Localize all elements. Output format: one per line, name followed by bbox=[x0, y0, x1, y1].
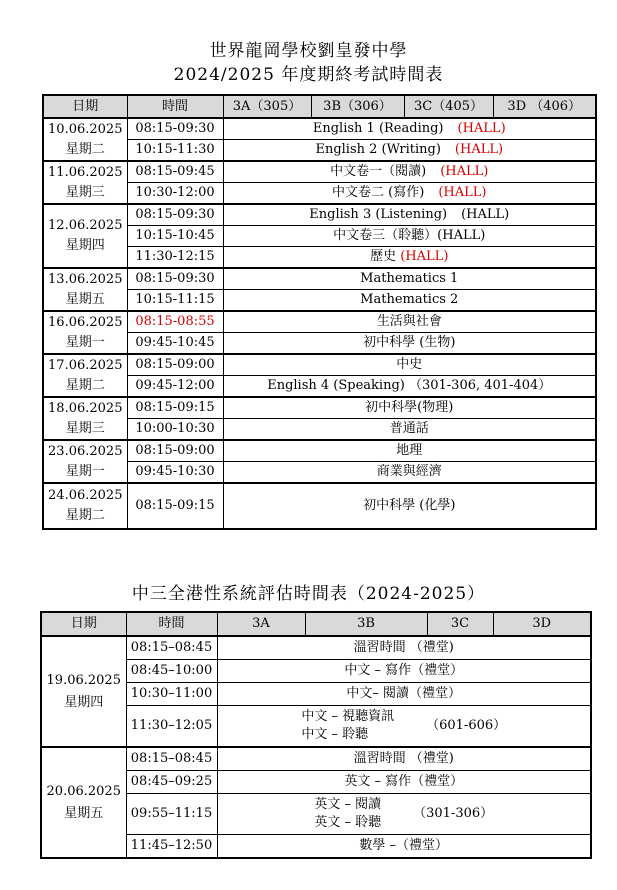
time-cell: 08:15-09:30 bbox=[127, 204, 223, 226]
time-cell: 08:15-09:30 bbox=[127, 118, 223, 140]
date-cell bbox=[43, 204, 127, 268]
subject-line: 英文 – 閱讀 bbox=[314, 797, 382, 812]
subject-cell: 英文 – 寫作（禮堂） bbox=[217, 771, 591, 794]
header-3c: 3C（405） bbox=[404, 95, 493, 118]
subject-cell: 溫習時間 （禮堂) bbox=[217, 636, 591, 660]
hall-label: (HALL) bbox=[440, 164, 489, 179]
table-row bbox=[43, 397, 596, 419]
subject-cell bbox=[223, 247, 596, 269]
exam-weekday: 星期二 bbox=[65, 141, 105, 157]
subject-cell bbox=[223, 118, 596, 140]
subject-cell: 初中科學 (生物) bbox=[223, 333, 596, 355]
subject-cell: 普通話 bbox=[223, 419, 596, 441]
hall-label: (HALL) bbox=[454, 142, 504, 157]
subject-cell: 中文 – 寫作（禮堂） bbox=[217, 660, 591, 683]
time-cell: 10:15-11:15 bbox=[127, 290, 223, 312]
time-cell: 08:15-08:55 bbox=[127, 311, 223, 333]
time-cell: 10:00-10:30 bbox=[127, 419, 223, 441]
table-row bbox=[43, 204, 596, 226]
table-row bbox=[43, 118, 596, 140]
exam-date: 13.06.2025 bbox=[48, 271, 123, 287]
final-exam-timetable bbox=[42, 94, 597, 530]
exam-date: 24.06.2025 bbox=[48, 488, 123, 503]
exam-date: 23.06.2025 bbox=[48, 443, 123, 459]
exam-date: 10.06.2025 bbox=[48, 121, 123, 137]
time-cell: 08:15-09:15 bbox=[127, 483, 223, 529]
time-cell: 09:45-12:00 bbox=[127, 376, 223, 398]
time-cell: 09:55–11:15 bbox=[126, 794, 217, 835]
table-row bbox=[43, 268, 596, 290]
date-cell bbox=[43, 161, 127, 204]
date-cell bbox=[43, 118, 127, 161]
subject-line: 中文 – 聆聽 bbox=[301, 727, 369, 742]
table-row bbox=[43, 161, 596, 183]
exam-weekday: 星期四 bbox=[64, 694, 104, 710]
date-cell bbox=[43, 354, 127, 397]
subject-name: English 1 (Reading) bbox=[312, 121, 444, 136]
time-cell: 08:15–08:45 bbox=[126, 636, 217, 660]
subject-cell: Mathematics 1 bbox=[223, 268, 596, 290]
subject-cell bbox=[223, 161, 596, 183]
exam-weekday: 星期五 bbox=[64, 805, 104, 821]
table-row bbox=[41, 747, 591, 771]
subject-name: 中文卷二 (寫作) bbox=[332, 185, 425, 200]
time-cell: 08:15-09:15 bbox=[127, 397, 223, 419]
header-3b: 3B bbox=[305, 612, 427, 636]
time-cell: 10:15-11:30 bbox=[127, 140, 223, 162]
hall-label: (HALL) bbox=[461, 207, 510, 222]
hall-label: (HALL) bbox=[438, 185, 487, 200]
subject-cell bbox=[217, 706, 591, 748]
table-row bbox=[43, 440, 596, 462]
date-cell bbox=[43, 311, 127, 354]
subject-cell: 生活與社會 bbox=[223, 311, 596, 333]
school-name: 世界龍岡學校劉皇發中學 bbox=[209, 41, 408, 61]
header-3d: 3D （406） bbox=[493, 95, 596, 118]
header-time: 時間 bbox=[127, 95, 223, 118]
exam-weekday: 星期一 bbox=[65, 463, 105, 479]
date-cell bbox=[43, 440, 127, 483]
subject-cell: 中文卷三（聆聽）(HALL) bbox=[223, 226, 596, 247]
time-cell: 09:45-10:30 bbox=[127, 462, 223, 484]
time-cell: 09:45-10:45 bbox=[127, 333, 223, 355]
date-cell bbox=[41, 636, 126, 747]
time-cell: 08:15–08:45 bbox=[126, 747, 217, 771]
subject-line: 中文 – 視聽資訊 bbox=[301, 709, 395, 724]
time-cell: 08:15-09:00 bbox=[127, 440, 223, 462]
exam-timetable-title: 2024/2025 年度期終考試時間表 bbox=[173, 65, 444, 85]
subject-cell bbox=[223, 204, 596, 226]
exam-weekday: 星期二 bbox=[65, 508, 105, 523]
time-cell: 11:30-12:15 bbox=[127, 247, 223, 269]
exam-weekday: 星期五 bbox=[65, 291, 105, 307]
date-cell bbox=[43, 397, 127, 440]
room-label: （301-306） bbox=[413, 806, 494, 821]
header-3a: 3A bbox=[217, 612, 305, 636]
time-cell: 11:30–12:05 bbox=[126, 706, 217, 748]
date-cell bbox=[43, 483, 127, 529]
subject-name: English 3 (Listening) bbox=[309, 207, 448, 222]
exam-weekday: 星期四 bbox=[65, 238, 105, 253]
time-cell: 08:15-09:00 bbox=[127, 354, 223, 376]
header-3a: 3A（305） bbox=[223, 95, 311, 118]
time-cell: 08:15-09:45 bbox=[127, 161, 223, 183]
subject-name: 歷史 bbox=[370, 249, 397, 264]
exam-date: 18.06.2025 bbox=[48, 400, 123, 416]
subject-lines bbox=[301, 708, 394, 744]
subject-lines bbox=[314, 796, 381, 832]
subject-name: 中文卷一（閱讀) bbox=[330, 164, 427, 179]
exam-weekday: 星期二 bbox=[65, 377, 105, 393]
subject-cell: Mathematics 2 bbox=[223, 290, 596, 312]
header-3b: 3B（306） bbox=[311, 95, 404, 118]
subject-cell bbox=[217, 794, 591, 835]
exam-date: 11.06.2025 bbox=[48, 164, 123, 180]
time-cell: 11:45–12:50 bbox=[126, 835, 217, 859]
exam-weekday: 星期一 bbox=[65, 334, 105, 350]
table-row bbox=[43, 354, 596, 376]
table-header-row bbox=[41, 612, 591, 636]
subject-cell: 地理 bbox=[223, 440, 596, 462]
subject-name: English 2 (Writing) bbox=[315, 142, 441, 157]
subject-line: 英文 – 聆聽 bbox=[314, 815, 382, 830]
subject-cell bbox=[223, 140, 596, 162]
subject-cell bbox=[223, 183, 596, 205]
exam-date: 19.06.2025 bbox=[46, 672, 121, 688]
header-3c: 3C bbox=[427, 612, 493, 636]
tsa-timetable-title: 中三全港性系統評估時間表（2024-2025） bbox=[131, 584, 486, 604]
date-cell bbox=[43, 268, 127, 311]
room-label: （601-606） bbox=[426, 718, 507, 733]
exam-date: 20.06.2025 bbox=[46, 783, 121, 799]
subject-cell: English 4 (Speaking) （301-306, 401-404） bbox=[223, 376, 596, 398]
exam-date: 17.06.2025 bbox=[48, 357, 123, 373]
time-cell: 10:30–11:00 bbox=[126, 683, 217, 706]
time-cell: 08:45–10:00 bbox=[126, 660, 217, 683]
header-time: 時間 bbox=[126, 612, 217, 636]
exam-date: 12.06.2025 bbox=[48, 218, 123, 233]
subject-cell: 數學 –（禮堂） bbox=[217, 835, 591, 859]
subject-cell: 溫習時間 （禮堂) bbox=[217, 747, 591, 771]
table-row bbox=[41, 636, 591, 660]
header-3d: 3D bbox=[493, 612, 591, 636]
subject-cell: 初中科學(物理) bbox=[223, 397, 596, 419]
date-cell bbox=[41, 747, 126, 858]
hall-label: (HALL) bbox=[400, 249, 449, 264]
time-cell: 08:15-09:30 bbox=[127, 268, 223, 290]
time-cell: 10:30-12:00 bbox=[127, 183, 223, 205]
table-header-row bbox=[43, 95, 596, 118]
header-date: 日期 bbox=[41, 612, 126, 636]
subject-cell: 商業與經濟 bbox=[223, 462, 596, 484]
time-cell: 08:45–09:25 bbox=[126, 771, 217, 794]
exam-weekday: 星期三 bbox=[65, 184, 105, 200]
hall-label: (HALL) bbox=[457, 121, 506, 136]
table-row bbox=[43, 311, 596, 333]
subject-cell: 中文– 閱讀（禮堂） bbox=[217, 683, 591, 706]
exam-date: 16.06.2025 bbox=[48, 314, 123, 330]
exam-weekday: 星期三 bbox=[65, 420, 105, 436]
header-date: 日期 bbox=[43, 95, 127, 118]
tsa-timetable bbox=[40, 611, 592, 859]
subject-cell: 初中科學 (化學) bbox=[223, 483, 596, 529]
subject-cell: 中史 bbox=[223, 354, 596, 376]
time-cell: 10:15-10:45 bbox=[127, 226, 223, 247]
table-row bbox=[43, 483, 596, 529]
